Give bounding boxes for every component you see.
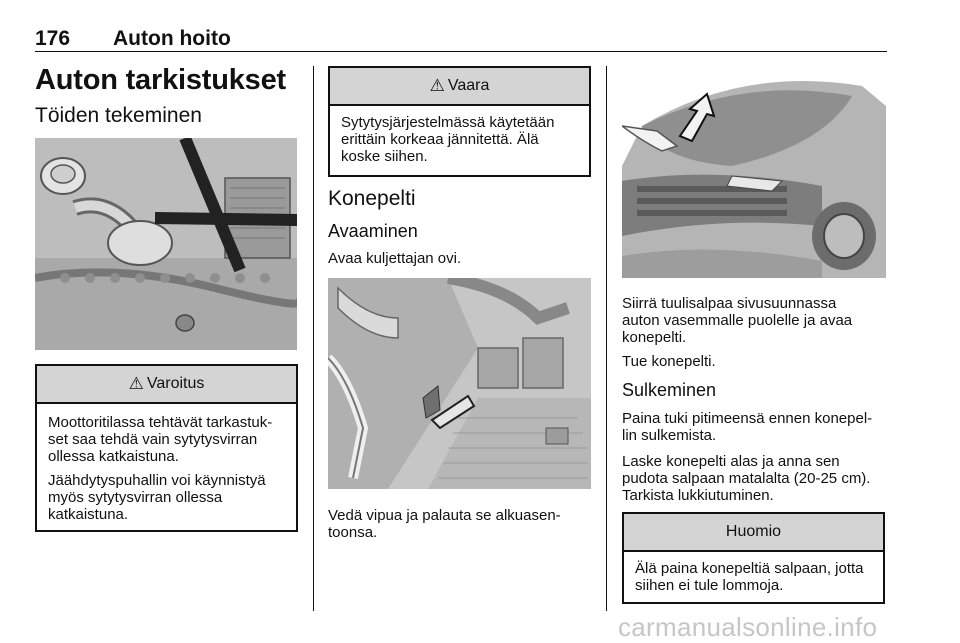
danger-box	[328, 66, 591, 177]
section-title-hood: Konepelti	[328, 187, 416, 210]
section-title-working: Töiden tekeminen	[35, 104, 202, 127]
warning-box	[35, 364, 298, 532]
note-line: siihen ei tule lommoja.	[635, 577, 784, 594]
subsection-title-closing: Sulkeminen	[622, 380, 717, 400]
page-title: Auton tarkistukset	[35, 64, 286, 96]
note-box-header	[624, 514, 883, 552]
page-number: 176	[35, 27, 71, 50]
text-line: Laske konepelti alas ja anna sen	[622, 453, 840, 470]
caption-line: Vedä vipua ja palauta se alkuasen-	[328, 507, 561, 524]
engine-bay-illustration	[35, 138, 297, 350]
danger-line: erittäin korkeaa jännitettä. Älä	[341, 131, 539, 148]
text-line: pudota salpaan matalalta (20-25 cm).	[622, 470, 871, 487]
closing-paragraph-2	[622, 453, 870, 504]
text-line: Paina tuki pitimeensä ennen konepel-	[622, 410, 873, 427]
caption-line: toonsa.	[328, 524, 378, 541]
danger-line: Sytytysjärjestelmässä käytetään	[341, 114, 555, 131]
warning-line: Jäähdytyspuhallin voi käynnistyä	[48, 472, 266, 489]
warning-box-header	[37, 366, 296, 404]
text-line: Tarkista lukkiutuminen.	[622, 487, 774, 504]
hood-release-lever-illustration	[328, 278, 591, 489]
warning-triangle-icon: ⚠	[429, 76, 445, 95]
note-box-body	[624, 552, 883, 594]
subsection-title-opening: Avaaminen	[328, 221, 418, 241]
text-line: konepelti.	[622, 329, 687, 346]
warning-line: myös sytytysvirran ollessa	[48, 489, 223, 506]
danger-box-header	[330, 68, 589, 106]
running-header: Auton hoito	[113, 27, 231, 50]
warning-triangle-icon: ⚠	[128, 374, 144, 393]
danger-box-body	[330, 106, 589, 165]
column-divider-right	[606, 66, 607, 611]
warning-paragraph	[48, 472, 287, 523]
column-divider-left	[313, 66, 314, 611]
warning-box-body	[37, 404, 296, 523]
danger-box-title: Vaara	[447, 77, 490, 94]
text-line: lin sulkemista.	[622, 427, 717, 444]
text-line: Siirrä tuulisalpaa sivusuunnassa	[622, 295, 837, 312]
warning-paragraph	[48, 414, 287, 465]
closing-paragraph-1	[622, 410, 872, 444]
warning-box-title: Varoitus	[146, 375, 205, 392]
support-hood-text: Tue konepelti.	[622, 353, 716, 370]
note-box-title: Huomio	[725, 523, 782, 540]
hood-opening-paragraph	[622, 295, 852, 346]
header-rule	[35, 51, 887, 52]
text-line: auton vasemmalle puolelle ja avaa	[622, 312, 853, 329]
warning-line: ollessa katkaistuna.	[48, 448, 179, 465]
danger-line: koske siihen.	[341, 148, 428, 165]
warning-line: set saa tehdä vain sytytysvirran	[48, 431, 258, 448]
hood-opening-illustration	[622, 66, 886, 278]
note-line: Älä paina konepeltiä salpaan, jotta	[635, 560, 864, 577]
intro-text: Avaa kuljettajan ovi.	[328, 250, 462, 267]
note-box	[622, 512, 885, 604]
watermark: carmanualsonline.info	[618, 612, 878, 642]
warning-line: Moottoritilassa tehtävät tarkastuk-	[48, 414, 273, 431]
hood-lever-caption	[328, 507, 561, 541]
warning-line: katkaistuna.	[48, 506, 129, 523]
